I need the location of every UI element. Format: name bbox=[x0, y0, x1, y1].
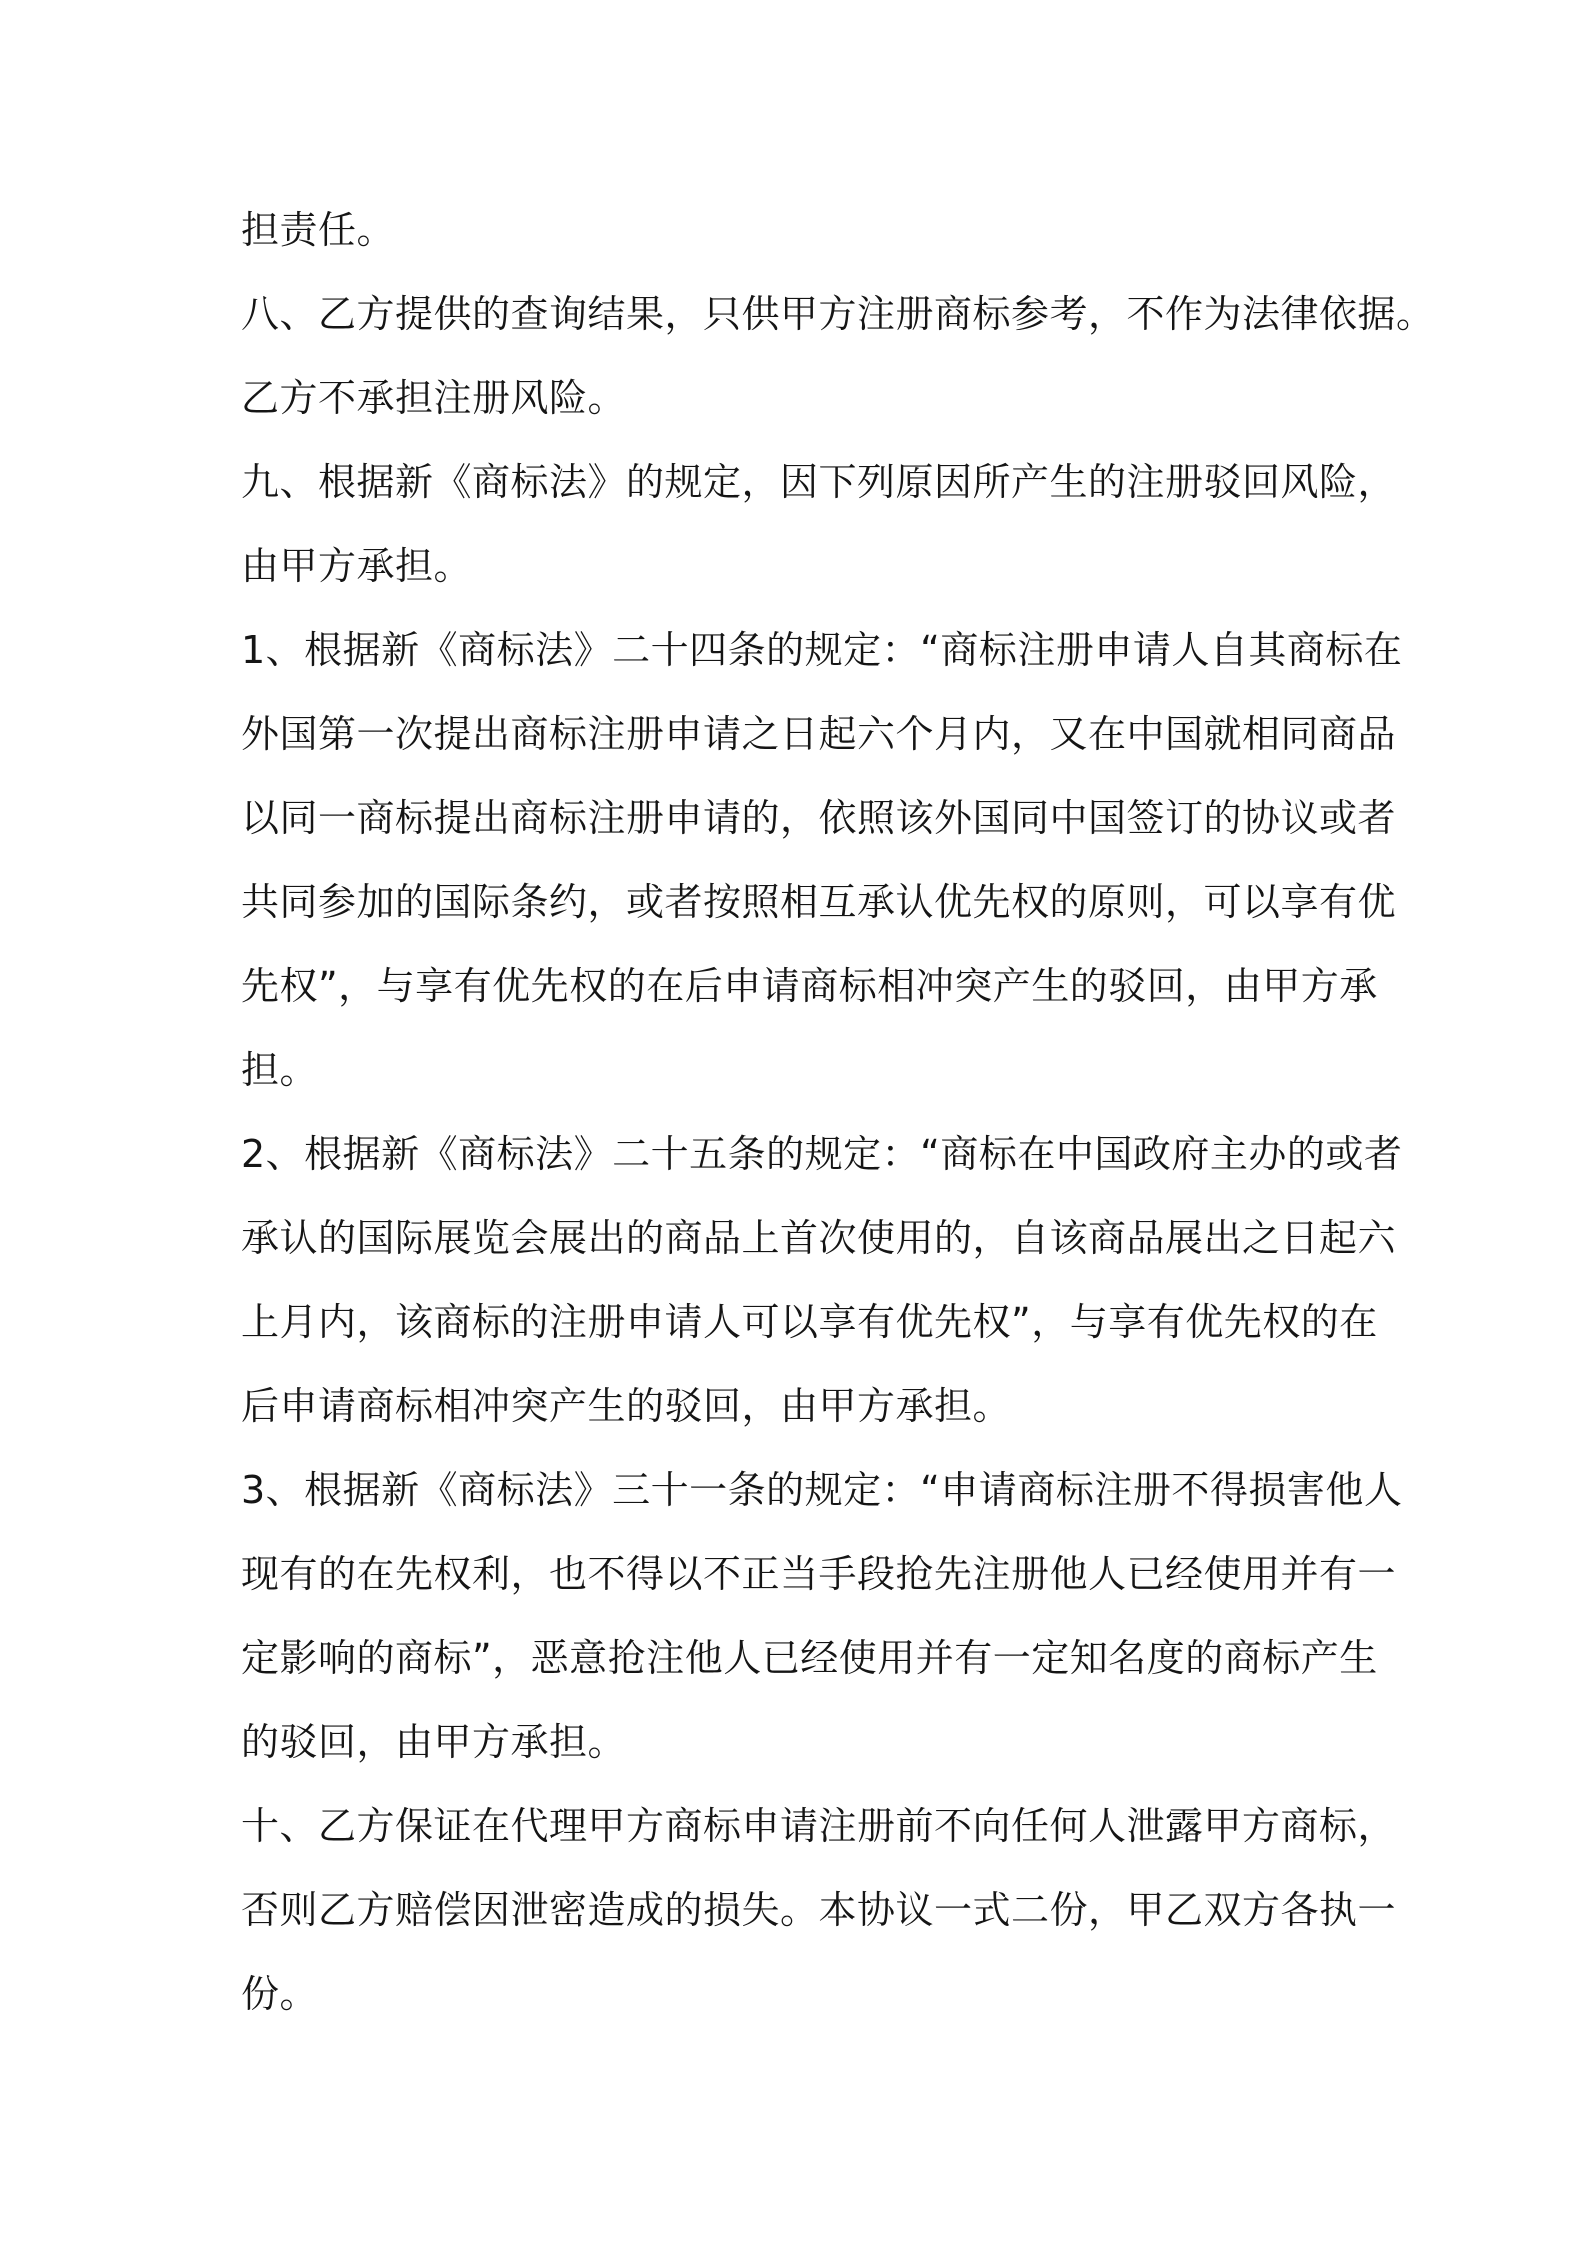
text-line: 2、根据新《商标法》二十五条的规定：“商标在中国政府主办的或者 bbox=[241, 1132, 1403, 1176]
text-line: 1、根据新《商标法》二十四条的规定：“商标注册申请人自其商标在 bbox=[241, 628, 1403, 672]
text-line: 份。 bbox=[241, 1972, 319, 2016]
document-body bbox=[241, 188, 1435, 2036]
text-line: 十、乙方保证在代理甲方商标申请注册前不向任何人泄露甲方商标， bbox=[241, 1804, 1397, 1848]
text-line: 的驳回，由甲方承担。 bbox=[241, 1720, 627, 1764]
text-line: 承认的国际展览会展出的商品上首次使用的，自该商品展出之日起六 bbox=[241, 1216, 1397, 1260]
text-line: 以同一商标提出商标注册申请的，依照该外国同中国签订的协议或者 bbox=[241, 796, 1397, 840]
text-line: 定影响的商标”，恶意抢注他人已经使用并有一定知名度的商标产生 bbox=[241, 1636, 1378, 1680]
text-line: 先权”，与享有优先权的在后申请商标相冲突产生的驳回，由甲方承 bbox=[241, 964, 1378, 1008]
text-line: 由甲方承担。 bbox=[241, 544, 473, 588]
text-line: 否则乙方赔偿因泄密造成的损失。本协议一式二份，甲乙双方各执一 bbox=[241, 1888, 1397, 1932]
text-line: 九、根据新《商标法》的规定，因下列原因所产生的注册驳回风险， bbox=[241, 460, 1397, 504]
text-line: 上月内，该商标的注册申请人可以享有优先权”，与享有优先权的在 bbox=[241, 1300, 1378, 1344]
text-line: 现有的在先权利，也不得以不正当手段抢先注册他人已经使用并有一 bbox=[241, 1552, 1397, 1596]
text-line: 3、根据新《商标法》三十一条的规定：“申请商标注册不得损害他人 bbox=[241, 1468, 1403, 1512]
text-line: 外国第一次提出商标注册申请之日起六个月内，又在中国就相同商品 bbox=[241, 712, 1397, 756]
text-line: 后申请商标相冲突产生的驳回，由甲方承担。 bbox=[241, 1384, 1012, 1428]
text-line: 担。 bbox=[241, 1048, 319, 1092]
text-line: 担责任。 bbox=[241, 208, 396, 252]
text-line: 乙方不承担注册风险。 bbox=[241, 376, 627, 420]
text-line: 八、乙方提供的查询结果，只供甲方注册商标参考，不作为法律依据。 bbox=[241, 292, 1435, 336]
text-line: 共同参加的国际条约，或者按照相互承认优先权的原则，可以享有优 bbox=[241, 880, 1397, 924]
